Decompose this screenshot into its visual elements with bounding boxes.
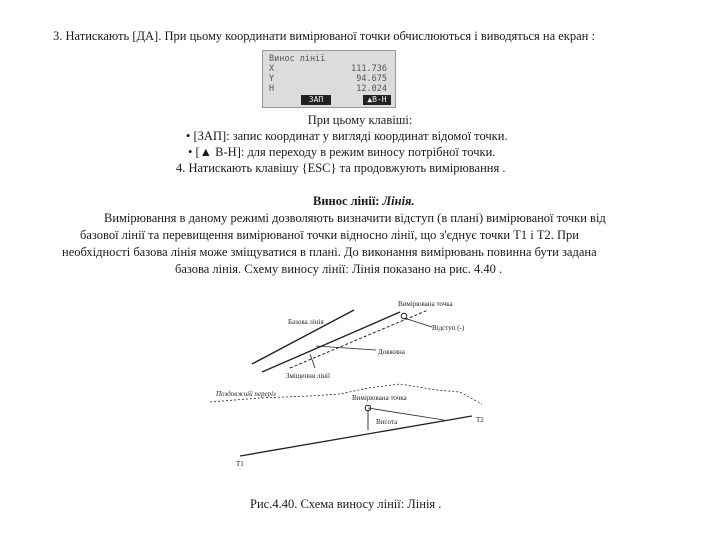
shift-leader: [310, 354, 315, 368]
screen-title: Винос лінії: [269, 54, 326, 64]
plan-label-measured-point: Вимірювана точка: [398, 300, 453, 308]
line-stakeout-diagram: [200, 290, 510, 470]
section-title-mode: Лінія.: [382, 194, 415, 208]
screen-row-y: [269, 74, 389, 84]
screen-row-label: Y: [269, 74, 275, 84]
profile-label-height: Висота: [376, 418, 398, 426]
instrument-screen: [262, 50, 396, 108]
profile-label-t2: T2: [476, 416, 484, 424]
screen-row-x: [269, 64, 389, 74]
t1-t2-line: [240, 416, 472, 456]
screen-row-value: 94.675: [356, 74, 387, 84]
figure-caption: Рис.4.40. Схема виносу лінії: Лінія .: [250, 497, 442, 511]
section-heading: [313, 194, 415, 209]
step-3-text: 3. Натискають [ДА]. При цьому координати вимірюваної точки обчислюються і виводяться на екран :: [53, 29, 595, 43]
step-4-text: 4. Натискають клавішу {ESC} та продовжують вимірювання .: [176, 161, 506, 175]
paragraph-line: Вимірювання в даному режимі дозволяють визначити відступ (в плані) вимірюваної точки від: [104, 211, 606, 225]
key-bn-description: • [▲ В-Н]: для переходу в режим виносу потрібної точки.: [188, 145, 496, 159]
plan-label-line-shift: Зміщення лінії: [286, 372, 330, 380]
key-zap-description: • [ЗАП]: запис координат у вигляді координат відомої точки.: [186, 129, 508, 143]
plan-label-base-line: Базова лінія: [288, 318, 324, 326]
screen-row-value: 12.024: [356, 84, 387, 94]
screen-row-label: X: [269, 64, 275, 74]
paragraph-line: базова лінія. Схему виносу лінії: Лінія показано на рис. 4.40 .: [175, 262, 503, 276]
screen-row-h: [269, 84, 389, 94]
plan-view: [252, 310, 432, 372]
plan-label-offset: Відступ (-): [432, 324, 465, 332]
keys-intro: При цьому клавіші:: [307, 113, 413, 127]
length-leader: [316, 346, 376, 350]
plan-label-length: Довжина: [378, 348, 405, 356]
measured-point-marker: [401, 313, 407, 319]
stakeout-softkey[interactable]: ▲В-Н: [363, 95, 391, 105]
paragraph-line: базової лінії та перевищення вимірюваної точки відносно лінії, що з'єднує точки Т1 і Т2. При: [80, 228, 579, 242]
screen-row-label: H: [269, 84, 275, 94]
profile-label-section: Поздовжній переріз: [216, 390, 276, 398]
paragraph-line: необхідності базова лінія може зміщуватися в плані. До виконання вимірювань повинна бути задана: [62, 245, 597, 259]
shifted-line: [262, 312, 400, 372]
profile-label-t1: T1: [236, 460, 244, 468]
profile-label-measured-point: Вимірювана точка: [352, 394, 407, 402]
section-title: Винос лінії:: [313, 194, 380, 208]
save-softkey[interactable]: ЗАП: [301, 95, 331, 105]
offset-leader: [404, 318, 432, 327]
screen-row-value: 111.736: [351, 64, 387, 74]
